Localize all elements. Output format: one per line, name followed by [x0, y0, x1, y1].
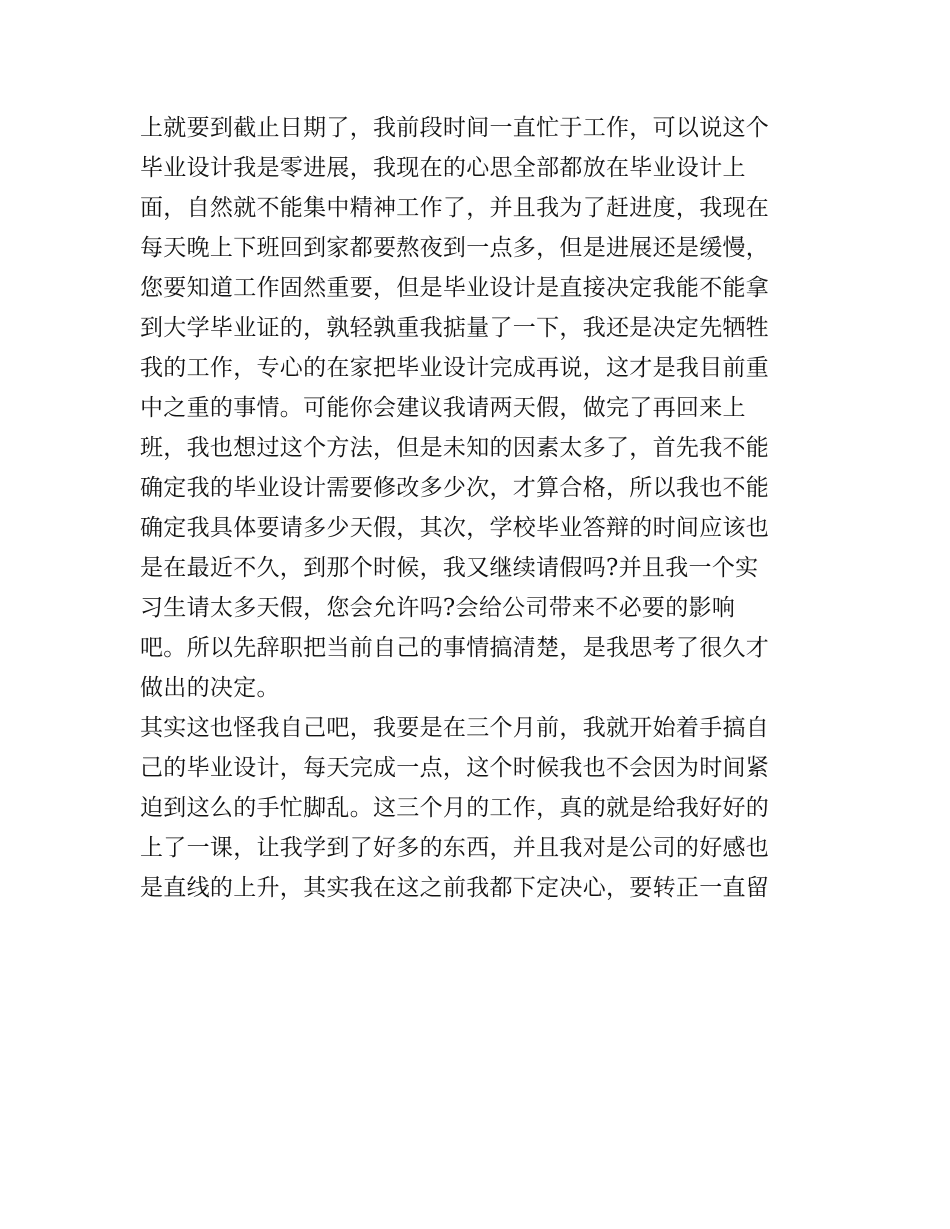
text-line: 是直线的上升，其实我在这之前我都下定决心，要转正一直留: [140, 875, 770, 901]
text-line: 上了一课，让我学到了好多的东西，并且我对是公司的好感也: [140, 835, 770, 861]
text-line: 中之重的事情。可能你会建议我请两天假，做完了再回来上: [140, 395, 746, 421]
document-body: [140, 108, 820, 908]
text-line: 到大学毕业证的，孰轻孰重我掂量了一下，我还是决定先牺牲: [140, 315, 770, 341]
text-line: 面，自然就不能集中精神工作了，并且我为了赶进度，我现在: [140, 195, 770, 221]
text-line: 吧。所以先辞职把当前自己的事情搞清楚，是我思考了很久才: [140, 635, 770, 661]
text-line: 迫到这么的手忙脚乱。这三个月的工作，真的就是给我好好的: [140, 795, 770, 821]
text-line: 每天晚上下班回到家都要熬夜到一点多，但是进展还是缓慢，: [140, 235, 770, 261]
text-line: 己的毕业设计，每天完成一点，这个时候我也不会因为时间紧: [140, 755, 770, 781]
text-line: 上就要到截止日期了，我前段时间一直忙于工作，可以说这个: [140, 115, 770, 141]
text-line: 我的工作，专心的在家把毕业设计完成再说，这才是我目前重: [140, 355, 770, 381]
text-line: 其实这也怪我自己吧，我要是在三个月前，我就开始着手搞自: [140, 715, 770, 741]
text-line: 做出的决定。: [140, 675, 280, 701]
text-line: 毕业设计我是零进展，我现在的心思全部都放在毕业设计上: [140, 155, 746, 181]
text-line: 是在最近不久，到那个时候，我又继续请假吗?并且我一个实: [140, 555, 759, 581]
text-line: 习生请太多天假，您会允许吗?会给公司带来不必要的影响: [140, 595, 736, 621]
text-line: 班，我也想过这个方法，但是未知的因素太多了，首先我不能: [140, 435, 770, 461]
text-line: 确定我的毕业设计需要修改多少次，才算合格，所以我也不能: [140, 475, 770, 501]
text-line: 您要知道工作固然重要，但是毕业设计是直接决定我能不能拿: [140, 275, 770, 301]
text-line: 确定我具体要请多少天假，其次，学校毕业答辩的时间应该也: [140, 515, 770, 541]
